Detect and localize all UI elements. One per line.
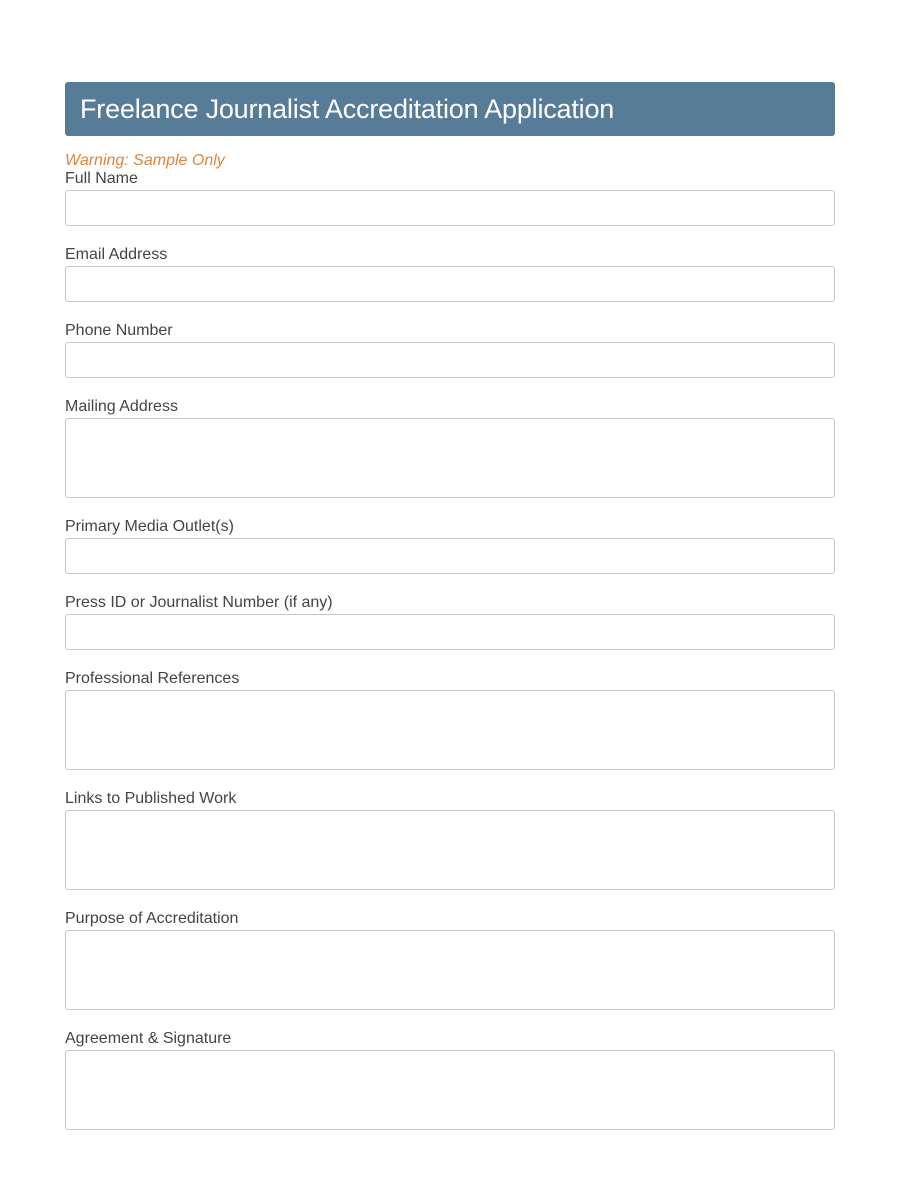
mailing-address-label: Mailing Address xyxy=(65,398,178,415)
field-mailing-address xyxy=(65,398,835,498)
field-email-address xyxy=(65,246,835,302)
email-address-label: Email Address xyxy=(65,246,168,263)
professional-references-textarea[interactable] xyxy=(65,690,835,770)
full-name-input[interactable] xyxy=(65,190,835,226)
phone-number-input[interactable] xyxy=(65,342,835,378)
field-full-name xyxy=(65,170,835,226)
phone-number-label: Phone Number xyxy=(65,322,173,339)
field-agreement-signature xyxy=(65,1030,835,1130)
primary-media-outlets-label: Primary Media Outlet(s) xyxy=(65,518,234,535)
form-fields xyxy=(65,170,835,1130)
email-address-input[interactable] xyxy=(65,266,835,302)
purpose-of-accreditation-label: Purpose of Accreditation xyxy=(65,910,239,927)
professional-references-label: Professional References xyxy=(65,670,240,687)
field-press-id xyxy=(65,594,835,650)
mailing-address-textarea[interactable] xyxy=(65,418,835,498)
field-primary-media-outlets xyxy=(65,518,835,574)
form-header xyxy=(65,82,835,136)
field-published-work-links xyxy=(65,790,835,890)
full-name-label: Full Name xyxy=(65,170,138,187)
field-phone-number xyxy=(65,322,835,378)
published-work-links-textarea[interactable] xyxy=(65,810,835,890)
published-work-links-label: Links to Published Work xyxy=(65,790,237,807)
agreement-signature-label: Agreement & Signature xyxy=(65,1030,232,1047)
press-id-label: Press ID or Journalist Number (if any) xyxy=(65,594,333,611)
purpose-of-accreditation-textarea[interactable] xyxy=(65,930,835,1010)
press-id-input[interactable] xyxy=(65,614,835,650)
primary-media-outlets-input[interactable] xyxy=(65,538,835,574)
field-purpose-of-accreditation xyxy=(65,910,835,1010)
application-form xyxy=(65,82,835,1150)
field-professional-references xyxy=(65,670,835,770)
agreement-signature-textarea[interactable] xyxy=(65,1050,835,1130)
page-title: Freelance Journalist Accreditation Application xyxy=(80,93,615,124)
warning-notice: Warning: Sample Only xyxy=(65,152,225,169)
